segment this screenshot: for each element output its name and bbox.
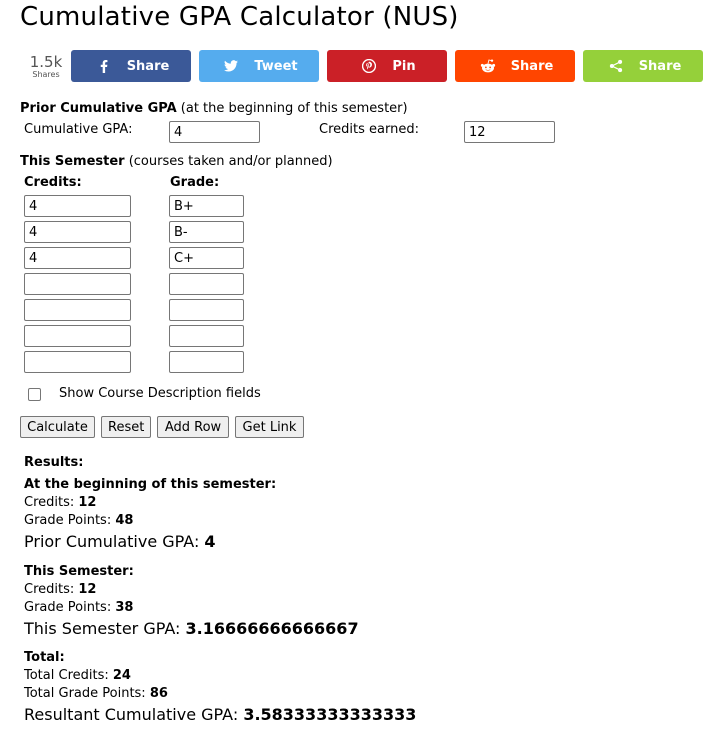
credits-input-7[interactable] bbox=[24, 351, 131, 373]
share-count-number: 1.5k bbox=[29, 53, 63, 71]
semester-gpa: This Semester GPA: 3.16666666666667 bbox=[24, 619, 359, 638]
grade-column-header: Grade: bbox=[170, 175, 220, 190]
begin-grade-points: Grade Points: 48 bbox=[24, 513, 134, 528]
begin-semester-heading: At the beginning of this semester: bbox=[24, 477, 277, 492]
resultant-cumulative-gpa: Resultant Cumulative GPA: 3.58333333333333 bbox=[24, 705, 417, 724]
semester-results-heading: This Semester: bbox=[24, 564, 134, 579]
reddit-icon bbox=[477, 59, 499, 73]
reset-button[interactable]: Reset bbox=[101, 416, 151, 438]
results-heading: Results: bbox=[24, 455, 84, 470]
pinterest-share-button[interactable] bbox=[327, 50, 447, 82]
total-credits: Total Credits: 24 bbox=[24, 668, 131, 683]
credits-input-2[interactable] bbox=[24, 221, 131, 243]
show-description-checkbox[interactable] bbox=[28, 388, 41, 401]
total-heading: Total: bbox=[24, 650, 65, 665]
cumulative-gpa-input[interactable] bbox=[169, 121, 260, 143]
semester-credits: Credits: 12 bbox=[24, 582, 97, 597]
prior-gpa-heading-bold: Prior Cumulative GPA bbox=[20, 101, 177, 116]
pinterest-icon bbox=[358, 59, 380, 73]
grade-input-4[interactable] bbox=[169, 273, 244, 295]
share-count bbox=[27, 54, 65, 79]
grade-input-1[interactable] bbox=[169, 195, 244, 217]
begin-credits: Credits: 12 bbox=[24, 495, 97, 510]
credits-earned-label: Credits earned: bbox=[319, 122, 419, 137]
facebook-share-label: Share bbox=[126, 58, 170, 74]
share-count-label: Shares bbox=[32, 70, 60, 79]
reddit-share-button[interactable] bbox=[455, 50, 575, 82]
grade-input-2[interactable] bbox=[169, 221, 244, 243]
generic-share-button[interactable] bbox=[583, 50, 703, 82]
semester-heading-note: (courses taken and/or planned) bbox=[124, 154, 333, 169]
total-grade-points: Total Grade Points: 86 bbox=[24, 686, 168, 701]
prior-gpa-heading-note: (at the beginning of this semester) bbox=[176, 101, 408, 116]
semester-grade-points: Grade Points: 38 bbox=[24, 600, 134, 615]
share-icon bbox=[605, 59, 627, 73]
generic-share-label: Share bbox=[638, 58, 682, 74]
grade-input-6[interactable] bbox=[169, 325, 244, 347]
credits-input-1[interactable] bbox=[24, 195, 131, 217]
credits-input-5[interactable] bbox=[24, 299, 131, 321]
calculate-button[interactable]: Calculate bbox=[20, 416, 95, 438]
credits-input-4[interactable] bbox=[24, 273, 131, 295]
credits-input-3[interactable] bbox=[24, 247, 131, 269]
grade-input-5[interactable] bbox=[169, 299, 244, 321]
grade-input-3[interactable] bbox=[169, 247, 244, 269]
get-link-button[interactable]: Get Link bbox=[235, 416, 304, 438]
pinterest-share-label: Pin bbox=[392, 58, 416, 74]
semester-heading-bold: This Semester bbox=[20, 154, 125, 169]
semester-heading bbox=[20, 154, 333, 169]
twitter-share-button[interactable] bbox=[199, 50, 319, 82]
facebook-icon bbox=[93, 60, 115, 73]
grade-input-7[interactable] bbox=[169, 351, 244, 373]
reddit-share-label: Share bbox=[510, 58, 554, 74]
credits-earned-input[interactable] bbox=[464, 121, 555, 143]
page-title: Cumulative GPA Calculator (NUS) bbox=[20, 2, 459, 32]
facebook-share-button[interactable] bbox=[71, 50, 191, 82]
twitter-icon bbox=[220, 60, 242, 72]
cumulative-gpa-label: Cumulative GPA: bbox=[24, 122, 133, 137]
prior-cumulative-gpa: Prior Cumulative GPA: 4 bbox=[24, 532, 216, 551]
credits-column-header: Credits: bbox=[24, 175, 82, 190]
add-row-button[interactable]: Add Row bbox=[157, 416, 229, 438]
prior-gpa-heading bbox=[20, 101, 408, 116]
credits-input-6[interactable] bbox=[24, 325, 131, 347]
twitter-share-label: Tweet bbox=[254, 58, 298, 74]
show-description-label: Show Course Description fields bbox=[59, 386, 261, 401]
